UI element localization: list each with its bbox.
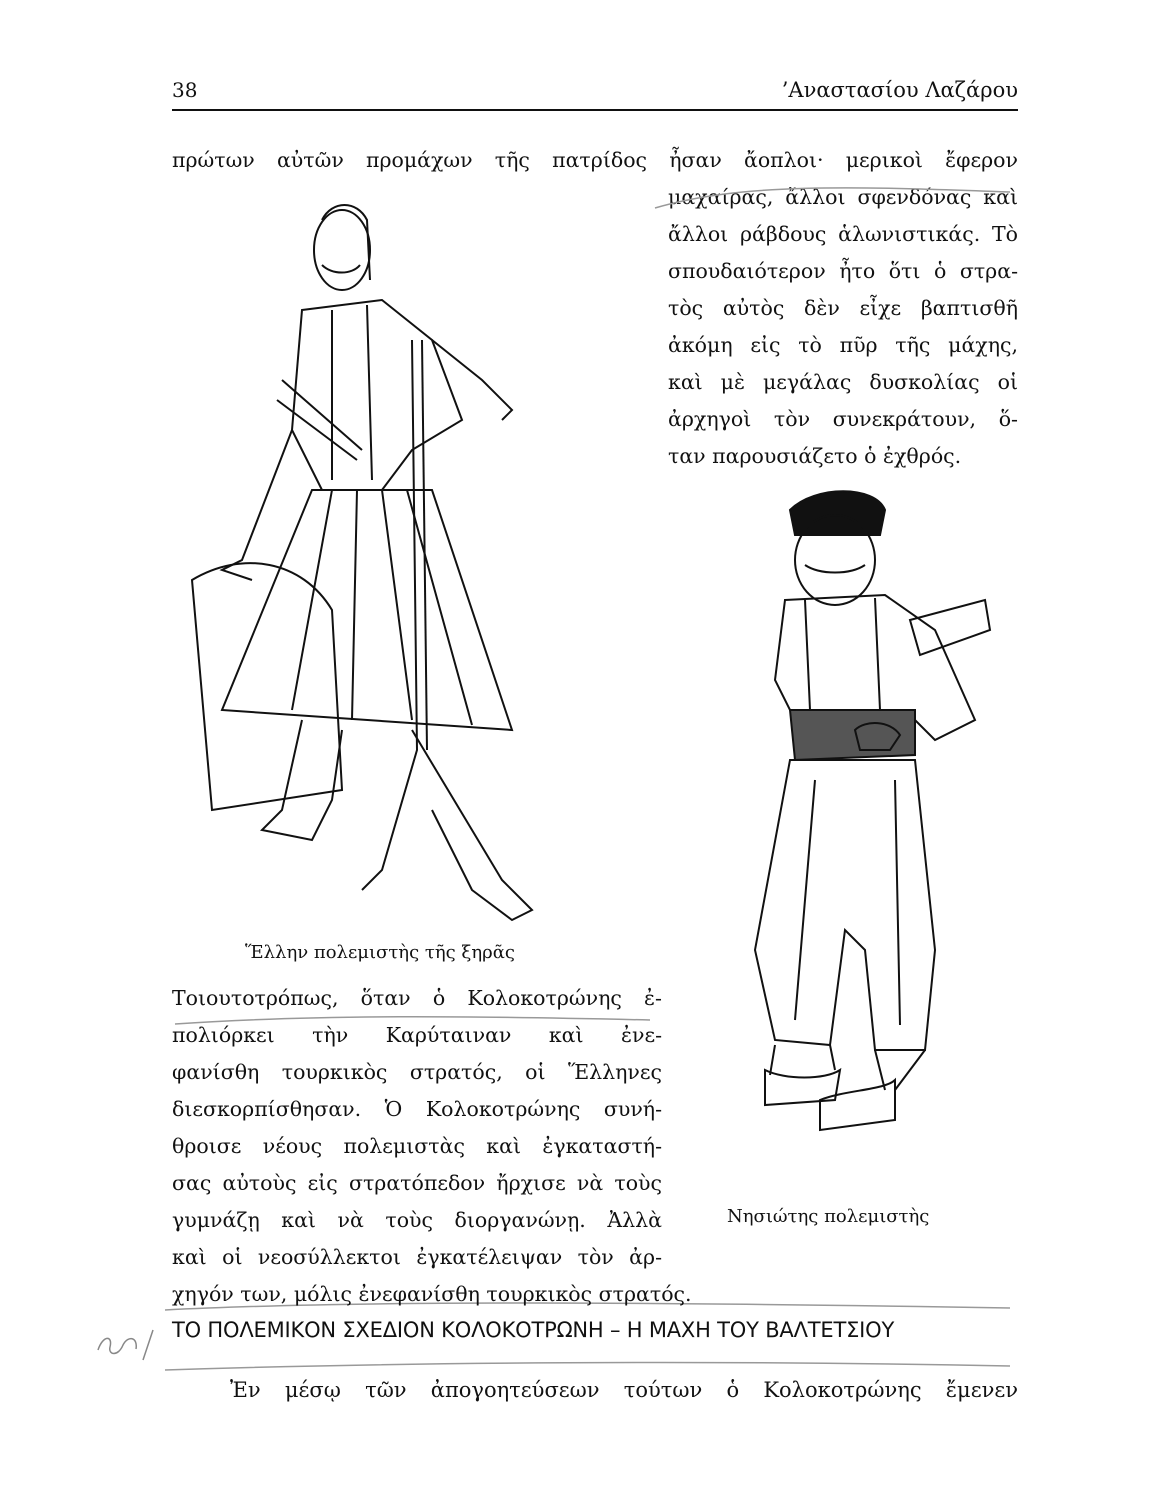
text-line: χηγόν των, μόλις ἐνεφανίσθη τουρκικὸς στρατός.: [172, 1282, 692, 1306]
text-line: φανίσθη τουρκικὸς στρατός, οἱ Ἕλληνες: [172, 1060, 662, 1084]
section-heading: ΤΟ ΠΟΛΕΜΙΚΟΝ ΣΧΕΔΙΟΝ ΚΟΛΟΚΟΤΡΩΝΗ – Η ΜΑΧΗ ΤΟΥ ΒΑΛΤΕΤΣΙΟΥ: [172, 1318, 895, 1342]
text-line: ἄλλοι ράβδους ἁλωνιστικάς. Τὸ: [668, 222, 1018, 246]
margin-pencil-mark: [88, 1325, 158, 1365]
text-line: θροισε νέους πολεμιστὰς καὶ ἐγκαταστή-: [172, 1134, 662, 1158]
text-line: ἀκόμη εἰς τὸ πῦρ τῆς μάχης,: [668, 333, 1018, 357]
text-line: πρώτων αὐτῶν προμάχων τῆς πατρίδος ἦσαν ἄοπλοι· μερικοὶ ἔφερον: [172, 148, 1018, 172]
text-line: γυμνάζῃ καὶ νὰ τοὺς διοργανώνῃ. Ἀλλὰ: [172, 1208, 662, 1232]
paragraph-3: [172, 1372, 1018, 1409]
island-warrior-illustration: [735, 480, 995, 1180]
page-number: 38: [172, 78, 198, 102]
text-line: διεσκορπίσθησαν. Ὁ Κολοκοτρώνης συνή-: [172, 1097, 662, 1121]
paragraph-2: [172, 980, 692, 1313]
text-line: τὸς αὐτὸς δὲν εἶχε βαπτισθῆ: [668, 296, 1018, 320]
pencil-underline-1: [650, 178, 1020, 218]
text-line: πολιόρκει τὴν Καρύταιναν καὶ ἐνε-: [172, 1023, 662, 1047]
paragraph-1-column: [668, 179, 1018, 475]
text-line: καὶ οἱ νεοσύλλεκτοι ἐγκατέλειψαν τὸν ἀρ-: [172, 1245, 662, 1269]
header-rule: [172, 109, 1018, 111]
text-line: Ἐν μέσῳ τῶν ἀπογοητεύσεων τούτων ὁ Κολοκοτρώνης ἔμενεν: [230, 1378, 1018, 1402]
text-line: μαχαίρας, ἄλλοι σφενδόνας καὶ: [668, 185, 1018, 209]
text-line: σπουδαιότερον ἦτο ὅτι ὁ στρα-: [668, 259, 1018, 283]
text-line: ἀρχηγοὶ τὸν συνεκράτουν, ὅ-: [668, 407, 1018, 431]
figure-2-caption: Νησιώτης πολεμιστὴς: [727, 1206, 930, 1227]
mainland-warrior-illustration: [182, 190, 582, 940]
running-title: ’Αναστασίου Λαζάρου: [781, 78, 1018, 102]
paragraph-1-first-line: [172, 142, 1018, 179]
text-line: Τοιουτοτρόπως, ὅταν ὁ Κολοκοτρώνης ἐ-: [172, 986, 662, 1010]
text-line: ταν παρουσιάζετο ὁ ἐχθρός.: [668, 444, 962, 468]
figure-1-caption: Ἕλλην πολεμιστὴς τῆς ξηρᾶς: [245, 942, 515, 963]
text-line: καὶ μὲ μεγάλας δυσκολίας οἱ: [668, 370, 1018, 394]
text-line: σας αὐτοὺς εἰς στρατόπεδον ἤρχισε νὰ τοὺς: [172, 1171, 662, 1195]
